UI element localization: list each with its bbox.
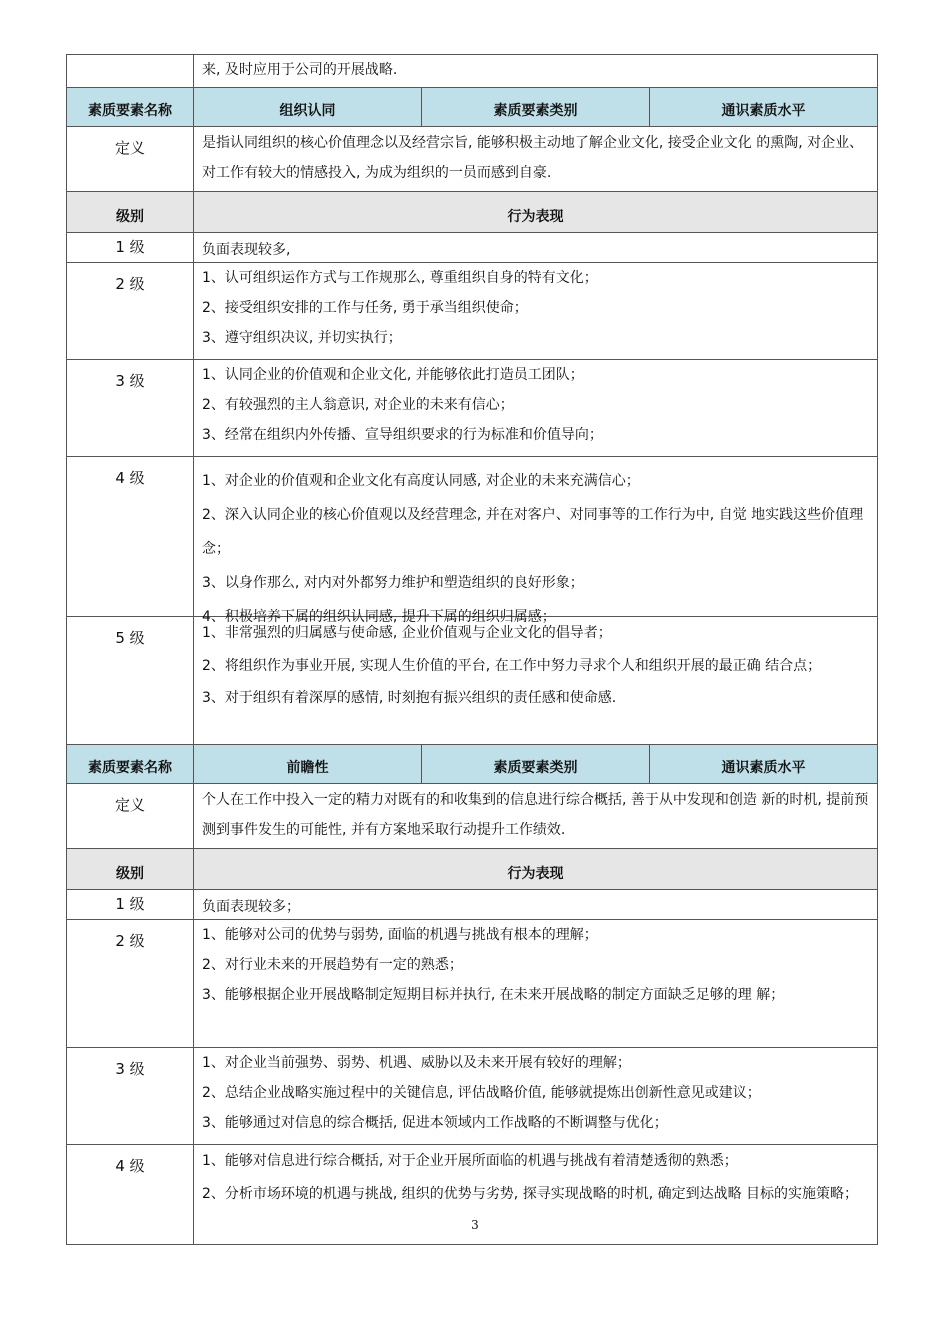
- level-number: 2 级: [67, 263, 194, 360]
- level-header-row: [67, 849, 878, 890]
- level-number: 3 级: [67, 1048, 194, 1145]
- definition-text: 是指认同组织的核心价值理念以及经营宗旨, 能够积极主动地了解企业文化, 接受企业文化 的熏陶, 对企业、对工作有较大的情感投入, 为成为组织的一员而感到自豪.: [194, 127, 878, 192]
- level-number: 4 级: [67, 457, 194, 617]
- behavior-item: 2、对行业未来的开展趋势有一定的熟悉；: [202, 957, 463, 973]
- behavior-item: 负面表现较多,: [194, 233, 878, 263]
- definition-row: [67, 127, 878, 192]
- element-name-label: 素质要素名称: [67, 88, 194, 127]
- behavior-label: 行为表现: [194, 192, 878, 233]
- definition-text: 个人在工作中投入一定的精力对既有的和收集到的信息进行综合概括, 善于从中发现和创造 新的时机, 提前预测到事件发生的可能性, 并有方案地采取行动提升工作绩效.: [194, 784, 878, 849]
- behavior-item: 2、总结企业战略实施过程中的关键信息, 评估战略价值, 能够就提炼出创新性意见或建议；: [202, 1085, 761, 1101]
- behavior-item: 1、对企业当前强势、弱势、机遇、威胁以及未来开展有较好的理解；: [202, 1055, 631, 1071]
- level-number: 5 级: [67, 617, 194, 745]
- level-row: [67, 890, 878, 920]
- definition-row: [67, 784, 878, 849]
- level-label: 级别: [67, 192, 194, 233]
- behavior-item: 2、接受组织安排的工作与任务, 勇于承当组织使命；: [202, 300, 528, 316]
- behavior-item: 3、对于组织有着深厚的感情, 时刻抱有振兴组织的责任感和使命感.: [202, 690, 617, 706]
- general-level-label: 通识素质水平: [650, 88, 878, 127]
- behavior-item: 1、认同企业的价值观和企业文化, 并能够依此打造员工团队；: [202, 367, 584, 383]
- behavior-item: 1、对企业的价值观和企业文化有高度认同感, 对企业的未来充满信心；: [202, 473, 640, 489]
- behavior-item: 2、有较强烈的主人翁意识, 对企业的未来有信心；: [202, 397, 514, 413]
- level-row: [67, 920, 878, 1048]
- behavior-item: 负面表现较多；: [194, 890, 878, 920]
- behavior-item: 3、遵守组织决议, 并切实执行；: [202, 330, 402, 346]
- behavior-item: 2、深入认同企业的核心价值观以及经营理念, 并在对客户、对同事等的工作行为中, 自觉 地实践这些价值理念；: [202, 507, 864, 557]
- level-row: [67, 263, 878, 360]
- behavior-item: 2、分析市场环境的机遇与挑战, 组织的优势与劣势, 探寻实现战略的时机, 确定到达战略 目标的实施策略；: [202, 1186, 859, 1202]
- behavior-item: 4、积极培养下属的组织认同感, 提升下属的组织归属感；: [202, 609, 556, 625]
- behavior-item: 3、以身作那么, 对内对外都努力维护和塑造组织的良好形象；: [202, 575, 584, 591]
- level-row: [67, 457, 878, 617]
- behavior-item: 1、认可组织运作方式与工作规那么, 尊重组织自身的特有文化；: [202, 270, 598, 286]
- level-number: 2 级: [67, 920, 194, 1048]
- element-type-label: 素质要素类别: [422, 88, 650, 127]
- section-header-row: [67, 88, 878, 127]
- definition-label: 定义: [67, 784, 194, 849]
- level-number: 1 级: [67, 890, 194, 920]
- level-row: [67, 617, 878, 745]
- level-row: [67, 233, 878, 263]
- behavior-item: 1、能够对信息进行综合概括, 对于企业开展所面临的机遇与挑战有着清楚透彻的熟悉；: [202, 1153, 738, 1169]
- section-header-row: [67, 745, 878, 784]
- behavior-label: 行为表现: [194, 849, 878, 890]
- level-label: 级别: [67, 849, 194, 890]
- general-level-label: 通识素质水平: [650, 745, 878, 784]
- element-name-value: 前瞻性: [194, 745, 422, 784]
- behavior-item: 3、能够根据企业开展战略制定短期目标并执行, 在未来开展战略的制定方面缺乏足够的理 解；: [202, 987, 785, 1003]
- behavior-item: 1、非常强烈的归属感与使命感, 企业价值观与企业文化的倡导者；: [202, 625, 612, 641]
- behavior-item: 3、经常在组织内外传播、宣导组织要求的行为标准和价值导向；: [202, 427, 603, 443]
- behavior-item: 3、能够通过对信息的综合概括, 促进本领域内工作战略的不断调整与优化；: [202, 1115, 668, 1131]
- competency-table: [66, 54, 878, 1245]
- continuation-text: 来, 及时应用于公司的开展战略.: [194, 55, 878, 88]
- page-number: 3: [471, 1218, 479, 1232]
- level-row: [67, 1048, 878, 1145]
- level-row: [67, 360, 878, 457]
- continuation-row: [67, 55, 878, 88]
- behavior-item: 1、能够对公司的优势与弱势, 面临的机遇与挑战有根本的理解；: [202, 927, 598, 943]
- level-number: 3 级: [67, 360, 194, 457]
- level-number: 1 级: [67, 233, 194, 263]
- definition-label: 定义: [67, 127, 194, 192]
- level-header-row: [67, 192, 878, 233]
- level-number: 4 级: [67, 1145, 194, 1245]
- element-name-label: 素质要素名称: [67, 745, 194, 784]
- behavior-item: 2、将组织作为事业开展, 实现人生价值的平台, 在工作中努力寻求个人和组织开展的最正确 结合点；: [202, 658, 822, 674]
- element-type-label: 素质要素类别: [422, 745, 650, 784]
- element-name-value: 组织认同: [194, 88, 422, 127]
